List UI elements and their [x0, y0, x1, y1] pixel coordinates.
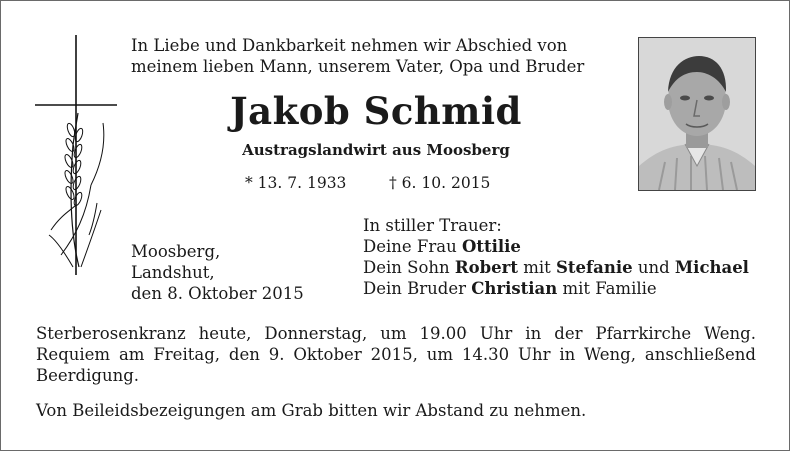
birth-date: * 13. 7. 1933 — [245, 174, 347, 192]
mourners-heading: In stiller Trauer: — [363, 216, 502, 235]
intro-line: meinem lieben Mann, unserem Vater, Opa und Bruder — [131, 57, 585, 76]
notice-date: den 8. Oktober 2015 — [131, 284, 304, 303]
mourners — [363, 215, 749, 299]
life-dates — [131, 174, 621, 196]
service-line: Sterberosenkranz heute, Donnerstag, um 19.00 Uhr in der Pfarrkirche Weng. — [36, 324, 756, 343]
closing-note: Von Beileidsbezeigungen am Grab bitten wir Abstand zu nehmen. — [36, 401, 587, 420]
mourner-name: Ottilie — [461, 237, 521, 256]
relation-text: mit Familie — [557, 279, 657, 298]
relation-text: Dein Bruder — [363, 279, 472, 298]
service-line: Requiem am Freitag, den 9. Oktober 2015, um 14.30 Uhr in Weng, anschließend — [36, 345, 756, 364]
connector-text: mit — [517, 258, 557, 277]
mourner-line — [363, 278, 749, 299]
portrait-photo — [638, 37, 756, 191]
mourner-name: Christian — [471, 279, 558, 298]
place-line: Moosberg, — [131, 242, 221, 261]
mourner-name: Stefanie — [556, 258, 633, 277]
cross-wheat-icon — [31, 35, 121, 275]
place-line: Landshut, — [131, 263, 215, 282]
place-and-date — [131, 241, 304, 304]
deceased-name: Jakob Schmid — [230, 89, 522, 133]
mourner-name: Robert — [454, 258, 518, 277]
mourner-line — [363, 236, 749, 257]
intro-line: In Liebe und Dankbarkeit nehmen wir Abschied von — [131, 36, 568, 55]
service-line: Beerdigung. — [36, 366, 140, 385]
relation-text: Dein Sohn — [363, 258, 455, 277]
mourner-line — [363, 257, 749, 278]
occupation: Austragslandwirt aus Moosberg — [242, 141, 510, 159]
relation-text: Deine Frau — [363, 237, 462, 256]
mourner-name: Michael — [674, 258, 749, 277]
service-info — [36, 323, 756, 386]
death-date: † 6. 10. 2015 — [389, 174, 491, 192]
connector-text: und — [632, 258, 675, 277]
intro-text — [131, 35, 621, 77]
